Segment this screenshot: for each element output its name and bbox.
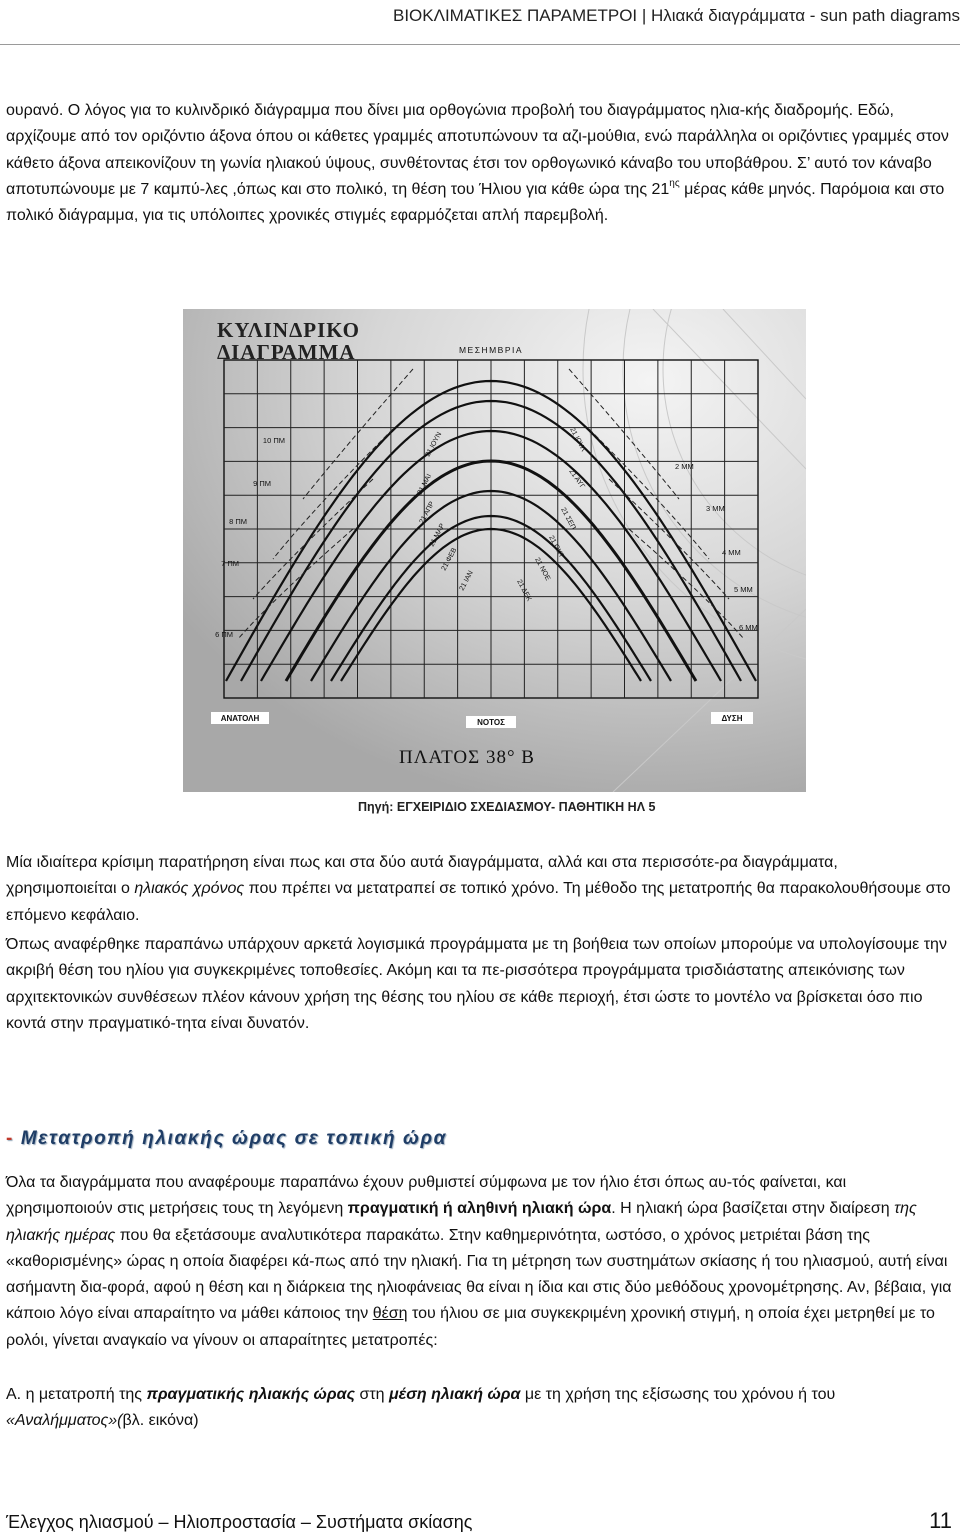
mean-solar-time-term: μέση ηλιακή ώρα bbox=[388, 1386, 521, 1403]
curve-label-left: 21 ΜΑΙ bbox=[416, 473, 434, 496]
solar-time-text: του ήλιου σε μια συγκεκριμένη χρονική στιγμή, η οποία έχει μετρηθεί με το ρολόι, γίνεται αναγκαίο να γίνουν οι απαραίτητες μετατροπές: bbox=[6, 1305, 935, 1349]
curve-label-right: 21 ΣΕΠ bbox=[559, 506, 577, 531]
curve-label-right: 21 ΙΟΥΛ bbox=[568, 426, 587, 453]
curve-label-left: 21 ΜΑΡ bbox=[428, 522, 447, 548]
page-number: 11 bbox=[929, 1508, 952, 1533]
heading-dash: - bbox=[6, 1128, 14, 1149]
ordinal-superscript: ης bbox=[669, 177, 680, 189]
hour-label-right: 5 ΜΜ bbox=[734, 585, 753, 594]
curve-label-left: 21 ΙΟΥΝ bbox=[424, 431, 444, 458]
curve-label-right: 21 ΑΥΓ bbox=[567, 468, 586, 491]
observation-text-continued: που πρέπει να μετατραπεί σε τοπικό χρόνο. Τη μέθοδο της μετατροπής θα παρακολουθήσουμε στο επόμενο κεφάλαιο. bbox=[6, 880, 951, 924]
hour-label-right: 4 ΜΜ bbox=[722, 548, 741, 557]
conversion-text: βλ. εικόνα) bbox=[122, 1412, 199, 1430]
curve-label-left: 21 ΦΕΒ bbox=[440, 546, 459, 572]
conversion-text: Α. η μετατροπή της bbox=[6, 1386, 147, 1403]
hour-label-left: 9 ΠΜ bbox=[253, 479, 271, 488]
curve-label-right: 21 ΔΕΚ bbox=[515, 578, 533, 603]
solar-time-text: Όλα τα διαγράμματα που αναφέρουμε παραπάνω έχουν ρυθμιστεί σύμφωνα με τον ήλιο έτσι όπως αυ-τός φαίνεται, και χρησιμοποιούν στις μετρήσεις τους τη λεγόμενη bbox=[6, 1174, 847, 1218]
curve-label-left: 21 ΙΑΝ bbox=[458, 569, 475, 592]
position-term: θέση bbox=[372, 1305, 408, 1323]
latitude-label: ΠΛΑΤΟΣ 38° Β bbox=[399, 747, 535, 768]
analemma-term: «Αναλήμματος»( bbox=[6, 1412, 123, 1430]
curve-label-left: 21 ΑΠΡ bbox=[418, 500, 436, 525]
curve-label-right: 21 ΟΚΤ bbox=[547, 534, 565, 560]
solar-time-term: ηλιακός χρόνος bbox=[134, 880, 245, 898]
hour-label-left: 8 ΠΜ bbox=[229, 517, 247, 526]
true-solar-time-term: πραγματική ή αληθινή ηλιακή ώρα bbox=[347, 1200, 612, 1218]
intro-text: ουρανό. Ο λόγος για το κυλινδρικό διάγραμμα που δίνει μια ορθογώνια προβολή του διαγράμματος ηλια-κής διαδρομής. Εδώ, αρχίζουμε από τον οριζόντιο άξονα όπου οι κάθετες γραμμές αποτυπώνουν τα αζι-μούθια, ενώ παράλληλα οι οριζόντιες γραμμές στον κάθετο άξονα απεικονίζουν τη γωνία ηλιακού ύψους, συνθέτοντας έτσι τον ορθογωνικό κάναβο του υποβάθρου. Σ’ αυτό τον κάναβο αποτυπώνουμε με 7 καμπύ-λες ,όπως και στο πολικό, τη θέση του Ήλιου για κάθε ώρα της 21 bbox=[6, 102, 949, 198]
intro-text-continued: μέρας κάθε μηνός. Παρόμοια και στο πολικό διάγραμμα, για τις υπόλοιπες χρονικές στιγμές εφαρμόζεται απλή παρεμβολή. bbox=[6, 180, 945, 225]
solar-day-term: της ηλιακής ημέρας bbox=[6, 1200, 917, 1244]
hour-label-right: 3 ΜΜ bbox=[706, 504, 725, 513]
conversion-text: στη bbox=[355, 1386, 389, 1403]
conversion-text: με τη χρήση της εξίσωσης του χρόνου ή του bbox=[520, 1386, 836, 1403]
figure-canvas bbox=[183, 309, 806, 792]
hour-label-right: 2 ΜΜ bbox=[675, 462, 694, 471]
hour-label-left: 7 ΠΜ bbox=[221, 559, 239, 568]
apparent-solar-time-term: πραγματικής ηλιακής ώρας bbox=[146, 1386, 355, 1403]
solar-time-paragraph bbox=[6, 1170, 952, 1354]
solar-time-text: . Η ηλιακή ώρα βασίζεται στην διαίρεση bbox=[611, 1200, 895, 1218]
curve-label-right: 21 ΝΟΕ bbox=[533, 556, 552, 582]
solar-time-text: που θα εξετάσουμε αναλυτικότερα παρακάτω. Στην καθημερινότητα, ωστόσο, ο χρόνος μετριέται βάση της «καθορισμένης» ώρας η οποία διαφέρει κά-πως από την ηλιακή. Για τη μέτρηση των συστημάτων σκίασης ή του ηλιασμού, αυτή είναι ασήμαντη δια-φορά, αφού η θέση και η διάρκεια της ηλιοφάνειας θα είναι η ίδια και στις δύο μεθόδους χρονομέτρησης. Αν, βέβαια, για κάποιο λόγο είναι απαραίτητο να μάθει κάποιος την bbox=[6, 1226, 952, 1323]
hour-label-left: 10 ΠΜ bbox=[262, 436, 285, 445]
observation-text: Μία ιδιαίτερα κρίσιμη παρατήρηση είναι πως και στα δύο αυτά διαγράμματα, αλλά και στα περισσότε-ρα διαγράμματα, χρησιμοποιείται ο bbox=[6, 854, 838, 898]
observation-paragraph bbox=[6, 850, 952, 929]
figure-caption: Πηγή: ΕΓΧΕΙΡΙΔΙΟ ΣΧΕΔΙΑΣΜΟΥ- ΠΑΘΗΤΙΚΗ ΗΛ 5 bbox=[358, 800, 656, 814]
intro-paragraph bbox=[6, 98, 952, 229]
running-header: ΒΙΟΚΛΙΜΑΤΙΚΕΣ ΠΑΡΑΜΕΤΡΟΙ | Ηλιακά διαγράμματα - sun path diagrams bbox=[392, 6, 960, 25]
figure-title-line2: ΔΙΑΓΡΑΜΜΑ bbox=[217, 340, 356, 364]
running-footer: Έλεγχος ηλιασμού – Ηλιοπροστασία – Συστήματα σκίασης bbox=[6, 1512, 473, 1532]
cylindrical-sun-path-figure bbox=[183, 309, 806, 792]
west-label: ΔΥΣΗ bbox=[721, 714, 743, 723]
south-label: ΝΟΤΟΣ bbox=[477, 718, 505, 727]
heading-title: Μετατροπή ηλιακής ώρας σε τοπική ώρα bbox=[20, 1128, 447, 1149]
noon-label: ΜΕΣΗΜΒΡΙΑ bbox=[458, 345, 524, 355]
hour-label-right: 6 ΜΜ bbox=[739, 623, 758, 632]
hour-label-left: 6 ΠΜ bbox=[215, 630, 233, 639]
figure-title-line1: ΚΥΛΙΝΔΡΙΚΟ bbox=[217, 318, 361, 342]
conversion-paragraph bbox=[6, 1382, 952, 1435]
software-paragraph: Όπως αναφέρθηκε παραπάνω υπάρχουν αρκετά λογισμικά προγράμματα με τη βοήθεια των οποίων μπορούμε να υπολογίσουμε την ακριβή θέση του ηλίου για συγκεκριμένες τοποθεσίες. Ακόμη και τα πε-ρισσότερα προγράμματα τρισδιάστατης απεικόνισης των αρχιτεκτονικών συνθέσεων πλέον κάνουν χρήση της θέσης του ηλίου σε κάθε περιοχή, έτσι ώστε το μοντέλο να βρίσκεται όσο πιο κοντά στην πραγματικό-τητα είναι δυνατόν. bbox=[6, 936, 947, 1032]
east-label: ΑΝΑΤΟΛΗ bbox=[220, 714, 260, 723]
section-heading bbox=[6, 1128, 447, 1150]
header-divider bbox=[0, 44, 960, 45]
